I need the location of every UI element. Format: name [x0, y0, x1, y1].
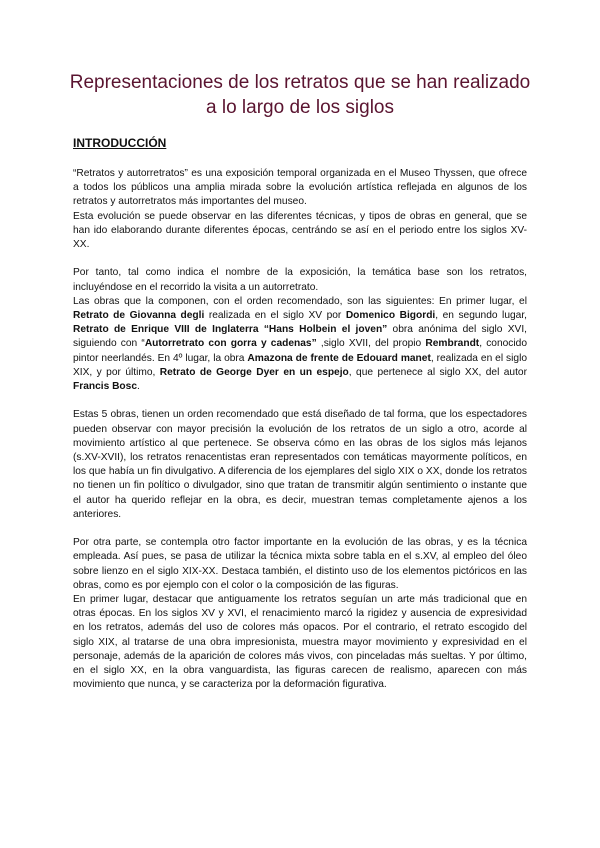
artwork-title: Retrato de Enrique VIII de Inglaterra “Hans Holbein el joven”: [73, 324, 388, 336]
paragraph-1: “Retratos y autorretratos” es una exposición temporal organizada en el Museo Thyssen, que ofrece a todos los públicos una amplia mirada sobre la evolución artística reflejada en algunos de los retratos y autorretratos más importantes del museo.: [73, 168, 527, 208]
text-run: , conocido pintor neerlandés. En 4º lugar, la obra: [73, 338, 527, 364]
document-title: [40, 70, 560, 120]
paragraph-6: Por otra parte, se contempla otro factor importante en la evolución de las obras, y es la técnica empleada. Así pues, se pasa de utilizar la técnica mixta sobre tabla en el s.XV, al empleo del óleo sobre lienzo en el siglo XIX-XX. Destaca también, el distinto uso de los elementos pictóricos en las obras, como es por ejemplo con el color o la composición de las figuras.: [73, 537, 527, 591]
artwork-title: Retrato de George Dyer en un espejo: [159, 366, 349, 378]
artwork-title: Retrato de Giovanna degli: [73, 310, 205, 322]
paragraph-5: Estas 5 obras, tienen un orden recomendado que está diseñado de tal forma, que los espectadores pueden observar con mayor precisión la evolución de los retratos de un siglo a otro, acorde al movimiento artístico al que pertenece. Se observa cómo en las obras de los siglos más lejanos (s.XV-XVII), los retratos renacentistas eran representados con temáticas mayormente políticos, en los que había un fin divulgativo. A diferencia de los ejemplares del siglo XIX o XX, donde los retratos no tienen un fin político o divulgador, sino que tratan de transmitir algún sentimiento o instante que el autor ha querido reflejar en la obra, es decir, muestran temas completamente ajenos a los anteriores.: [73, 409, 527, 520]
paragraph-3: Por tanto, tal como indica el nombre de la exposición, la temática base son los retratos, incluyéndose en el recorrido la visita a un autorretrato.: [73, 267, 527, 293]
paragraph-4: [73, 295, 527, 394]
artist-name: Rembrandt: [425, 338, 480, 350]
text-run: realizada en el siglo XV por: [204, 310, 346, 322]
paragraph-2: Esta evolución se puede observar en las diferentes técnicas, y tipos de obras en general, que se han ido elaborando durante diferentes épocas, centrándo se así en el periodo entre los siglos XV-XX.: [73, 210, 527, 251]
text-run: obra anónima del siglo XVI, siguiendo con “: [73, 324, 527, 350]
text-run: , realizada en el siglo XIX, y por último,: [73, 352, 528, 378]
artwork-title: Amazona de frente de Edouard manet: [247, 352, 431, 364]
text-run: ,siglo XVII, del propio: [316, 338, 426, 350]
document-body: [73, 167, 527, 692]
artist-name: Francis Bosc: [73, 381, 137, 393]
section-heading: INTRODUCCIÓN: [73, 136, 167, 150]
paragraph-7: En primer lugar, destacar que antiguamente los retratos seguían un arte más tradicional que en otras épocas. En los siglos XV y XVI, el renacimiento marcó la rigidez y ausencia de expresividad en los retratos, además del uso de colores más opacos. Por el contrario, el retrato escogido del siglo XIX, al tratarse de una obra impresionista, muestra mayor movimiento y expresividad en el personaje, además de la aparición de colores más vivos, con pinceladas más sueltas. Y por último, en el siglo XX, en la obra vanguardista, las figuras carecen de realismo, aparecen con más movimiento que nunca, y se caracteriza por la deformación figurativa.: [73, 594, 527, 691]
text-run: Las obras que la componen, con el orden recomendado, son las siguientes: En primer lugar, el: [73, 295, 527, 307]
artwork-title: Autorretrato con gorra y cadenas”: [144, 338, 317, 350]
artist-name: Domenico Bigordi: [345, 310, 436, 322]
text-run: , que pertenece al siglo XX, del autor: [348, 366, 527, 378]
text-run: .: [136, 381, 140, 393]
text-run: , en segundo lugar,: [435, 310, 527, 322]
title-line-2: a lo largo de los siglos: [206, 97, 394, 118]
title-line-1: Representaciones de los retratos que se han realizado: [69, 72, 531, 93]
